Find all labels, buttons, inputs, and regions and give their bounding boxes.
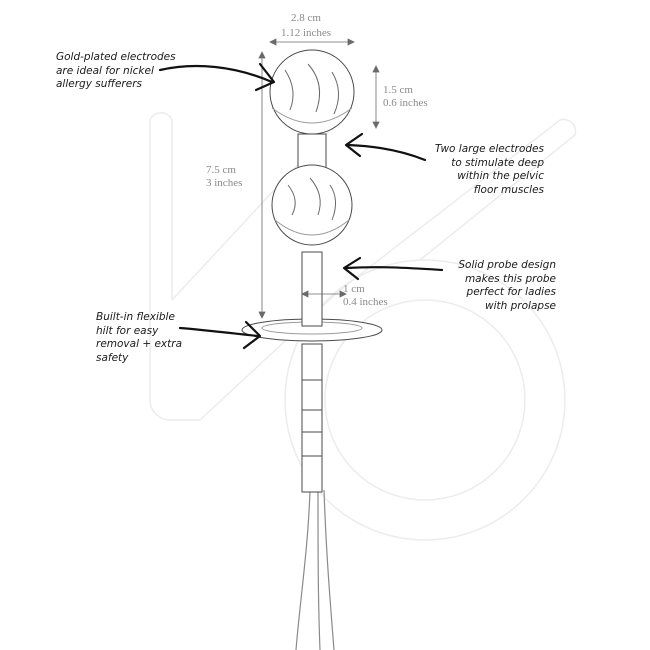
arrow-gold <box>160 66 272 82</box>
dim-ball <box>383 84 428 110</box>
note-probe-line: perfect for ladies <box>466 286 556 298</box>
note-hilt-line: removal + extra <box>96 338 183 350</box>
dim-width-metric: 2.8 cm <box>291 12 321 24</box>
note-hilt-line: Built-in flexible <box>96 311 175 323</box>
note-probe-line: Solid probe design <box>458 259 556 271</box>
dim-stem-imperial: 0.4 inches <box>343 296 388 308</box>
stem <box>302 252 322 326</box>
note-electrodes-line: floor muscles <box>473 183 544 196</box>
note-probe-line: with prolapse <box>485 299 556 312</box>
note-electrodes-line: to stimulate deep <box>451 156 544 169</box>
note-electrodes-line: Two large electrodes <box>434 143 544 155</box>
dim-length <box>206 164 242 190</box>
dim-ball-imperial: 0.6 inches <box>383 97 428 109</box>
note-gold-line: allergy sufferers <box>56 78 142 90</box>
note-gold-line: are ideal for nickel <box>56 64 154 77</box>
lower-electrode <box>272 165 352 245</box>
dim-stem-metric: 1 cm <box>343 283 365 295</box>
note-probe <box>420 259 556 313</box>
probe-device <box>242 50 382 492</box>
dim-length-metric: 7.5 cm <box>206 164 236 176</box>
note-hilt-line: safety <box>96 351 129 364</box>
note-hilt <box>96 311 182 365</box>
note-hilt-line: hilt for easy <box>96 324 159 337</box>
dim-length-imperial: 3 inches <box>206 177 243 189</box>
note-electrodes-line: within the pelvic <box>457 170 544 182</box>
handle <box>302 344 322 492</box>
note-gold <box>56 51 176 92</box>
dim-ball-metric: 1.5 cm <box>383 84 413 96</box>
note-electrodes <box>400 143 544 197</box>
dim-width-imperial: 1.12 inches <box>280 27 332 39</box>
upper-electrode <box>270 50 354 134</box>
cable <box>296 490 334 650</box>
note-probe-line: makes this probe <box>464 272 556 285</box>
note-gold-line: Gold-plated electrodes <box>56 51 176 63</box>
dim-stem <box>343 283 388 309</box>
